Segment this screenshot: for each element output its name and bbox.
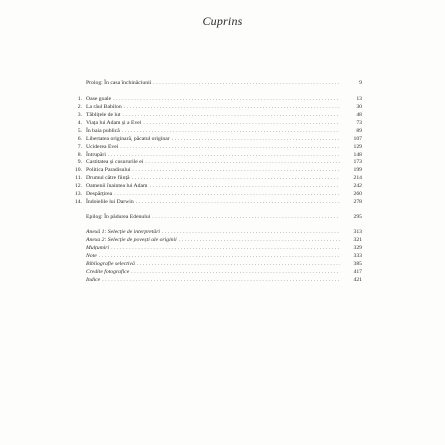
toc-row-chapter xyxy=(72,199,362,207)
toc-entry-label: Libertatea originară, păcatul originar xyxy=(86,135,170,142)
toc-page-number: 199 xyxy=(353,167,362,174)
toc-entry-label: Viața lui Adam și a Evei xyxy=(86,119,142,126)
dot-leader xyxy=(145,159,340,167)
dot-leader xyxy=(114,191,340,199)
toc-entry-label: Despărțirea xyxy=(86,191,113,198)
toc-row-appendix xyxy=(72,229,362,237)
chapter-number: 14. xyxy=(74,199,82,206)
toc-page-number: 278 xyxy=(353,199,362,206)
chapter-list xyxy=(72,96,362,207)
dot-leader xyxy=(120,144,340,152)
dot-leader xyxy=(172,136,340,144)
dot-leader xyxy=(136,199,340,207)
toc-page-number: 107 xyxy=(353,135,362,142)
toc-entry-label: Prolog: În casa închinăciunii xyxy=(86,80,152,86)
toc-row-prolog xyxy=(72,80,362,88)
toc-page-number: 417 xyxy=(353,268,362,275)
page-title: Cuprins xyxy=(202,14,243,28)
toc-entry-label: Credite fotografice xyxy=(86,268,130,275)
toc-entry-label: Bibliografie selectivă xyxy=(86,260,135,267)
toc-page-number: 260 xyxy=(353,191,362,198)
toc-row-chapter xyxy=(72,175,362,183)
chapter-number: 2. xyxy=(77,103,82,110)
chapter-number: 12. xyxy=(74,183,82,190)
toc-entry-label: Politica Paradisului xyxy=(86,167,131,174)
toc-page-number: 129 xyxy=(353,143,362,150)
toc-row-chapter xyxy=(72,104,362,112)
toc-page-number: 421 xyxy=(353,276,362,283)
dot-leader xyxy=(162,229,340,237)
chapter-number: 13. xyxy=(74,191,82,198)
toc-page-number: 385 xyxy=(353,260,362,267)
dot-leader xyxy=(137,261,340,269)
toc-row-chapter xyxy=(72,120,362,128)
chapter-number: 3. xyxy=(77,111,82,118)
toc-row-chapter xyxy=(72,183,362,191)
dot-leader xyxy=(153,80,340,88)
toc-entry-label: Tăblițele de lut xyxy=(86,111,121,118)
toc-page-number: 173 xyxy=(353,159,362,166)
toc-row-chapter xyxy=(72,112,362,120)
dot-leader xyxy=(132,167,340,175)
chapter-number: 9. xyxy=(77,159,82,166)
toc-entry-label: Note xyxy=(86,252,97,259)
chapter-number: 6. xyxy=(77,135,82,142)
toc-entry-label: Oase goale xyxy=(86,95,112,102)
toc-page-number: 333 xyxy=(353,252,362,259)
toc-entry-label: Anexă 1: Selecție de interpretări xyxy=(86,229,161,235)
toc-page-number: 242 xyxy=(353,183,362,190)
toc-page-number: 9 xyxy=(359,80,362,86)
table-of-contents xyxy=(72,80,362,285)
toc-page-number: 313 xyxy=(353,229,362,235)
toc-entry-label: În baia publică xyxy=(86,127,120,134)
dot-leader xyxy=(108,152,340,160)
dot-leader xyxy=(143,120,340,128)
toc-entry-label: Oamenii înaintea lui Adam xyxy=(86,183,148,190)
appendix-list xyxy=(72,229,362,285)
dot-leader xyxy=(152,214,340,222)
toc-page-number: 73 xyxy=(356,119,362,126)
chapter-number: 11. xyxy=(75,175,82,182)
toc-entry-label: Epilog: În pădurea Edenului xyxy=(86,214,151,221)
dot-leader xyxy=(102,277,340,285)
toc-row-appendix xyxy=(72,245,362,253)
chapter-number: 5. xyxy=(77,127,82,134)
dot-leader xyxy=(99,253,340,261)
dot-leader xyxy=(179,237,340,245)
chapter-number: 8. xyxy=(77,151,82,158)
dot-leader xyxy=(122,128,340,136)
toc-entry-label: La râul Babilon xyxy=(86,103,122,110)
dot-leader xyxy=(149,183,340,191)
toc-page-number: 148 xyxy=(353,151,362,158)
toc-row-appendix xyxy=(72,261,362,269)
toc-page-number: 321 xyxy=(353,236,362,243)
toc-row-appendix xyxy=(72,269,362,277)
dot-leader xyxy=(111,245,340,253)
dot-leader xyxy=(132,175,340,183)
toc-row-chapter xyxy=(72,96,362,104)
toc-page-number: 13 xyxy=(356,95,362,102)
toc-page-number: 30 xyxy=(356,103,362,110)
toc-entry-label: Indice xyxy=(86,276,101,283)
toc-page-number: 329 xyxy=(353,244,362,251)
chapter-number: 10. xyxy=(74,167,82,174)
toc-row-appendix xyxy=(72,237,362,245)
toc-row-chapter xyxy=(72,152,362,160)
toc-page-number: 295 xyxy=(353,214,362,221)
toc-entry-label: Mulțumiri xyxy=(86,244,110,251)
dot-leader xyxy=(131,269,340,277)
chapter-number: 7. xyxy=(77,143,82,150)
toc-page-number: 89 xyxy=(356,127,362,134)
dot-leader xyxy=(122,112,340,120)
toc-row-chapter xyxy=(72,191,362,199)
toc-entry-label: Uciderea Evei xyxy=(86,143,119,150)
chapter-number: 1. xyxy=(77,95,82,102)
toc-row-chapter xyxy=(72,144,362,152)
toc-page-number: 214 xyxy=(353,175,362,182)
dot-leader xyxy=(113,96,340,104)
toc-entry-label: Întrupări xyxy=(86,151,106,158)
toc-row-appendix xyxy=(72,253,362,261)
toc-row-chapter xyxy=(72,128,362,136)
toc-entry-label: Îndoielile lui Darwin xyxy=(86,199,134,206)
toc-entry-label: Castitatea și cusururile ei xyxy=(86,159,144,166)
toc-row-chapter xyxy=(72,159,362,167)
dot-leader xyxy=(124,104,340,112)
chapter-number: 4. xyxy=(77,119,82,126)
toc-entry-label: Drumul către ființă xyxy=(86,175,130,182)
toc-row-chapter xyxy=(72,136,362,144)
toc-row-epilog xyxy=(72,214,362,222)
toc-page-number: 48 xyxy=(356,111,362,118)
toc-row-appendix xyxy=(72,277,362,285)
toc-entry-label: Anexa 2: Selecție de povești ale originii xyxy=(86,236,177,243)
